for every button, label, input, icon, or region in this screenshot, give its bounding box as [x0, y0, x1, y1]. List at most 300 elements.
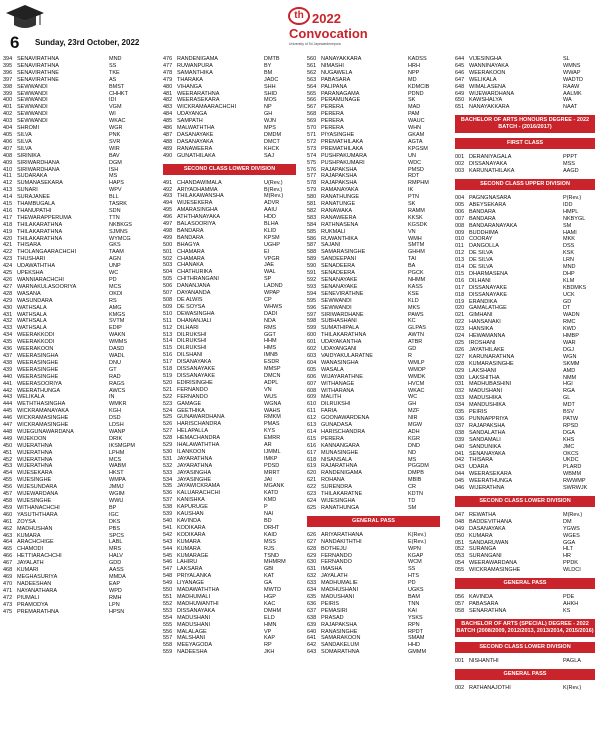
graduate-number: 501: [163, 248, 173, 255]
graduate-initials: MHMRM: [264, 559, 286, 566]
graduate-row: [455, 305, 595, 312]
graduate-row: [163, 276, 296, 283]
graduate-row: [307, 325, 440, 332]
graduate-surname: WICKRAMASINGHE: [17, 422, 69, 429]
graduate-row: [455, 104, 595, 111]
graduate-number: 018: [455, 291, 465, 298]
graduate-row: [3, 63, 143, 70]
section-heading: SECOND CLASS LOWER DIVISION: [455, 642, 595, 653]
degree-heading: BACHELOR OF ARTS (SPECIAL) DEGREE - 2022 BATCH (2008/2009, 2012/2013, 2013/2014, 2015/2016): [455, 619, 595, 637]
graduate-surname: RAJAPAKSHA: [469, 422, 505, 429]
graduate-surname: SANDALATHA: [469, 429, 506, 436]
graduate-surname: SEWWANDI: [17, 118, 48, 125]
graduate-initials: NDA: [264, 317, 276, 324]
graduate-surname: UDAYANGA: [177, 111, 208, 118]
graduate-initials: IMKP: [264, 455, 278, 462]
graduate-initials: SVTM: [109, 318, 125, 325]
graduate-row: [3, 298, 143, 305]
graduate-surname: SIRINIKA: [17, 152, 41, 159]
graduate-row: [307, 125, 440, 132]
graduate-number: 572: [307, 138, 317, 145]
graduate-surname: SEWWANDI: [17, 97, 48, 104]
graduate-number: 443: [3, 394, 13, 401]
graduate-row: [163, 84, 296, 91]
graduate-number: 465: [3, 546, 13, 553]
graduate-surname: WIJAYARATHNE: [321, 373, 363, 380]
logo-university: University of Sri Jayewardenepura: [289, 42, 341, 46]
graduate-row: [3, 519, 143, 526]
graduate-number: 633: [307, 580, 317, 587]
graduate-surname: WIJERATHNA: [17, 442, 53, 449]
graduate-surname: SENADEERA: [321, 270, 355, 277]
graduate-row: [307, 77, 440, 84]
graduate-number: 558: [163, 642, 173, 649]
graduate-row: [307, 104, 440, 111]
graduate-row: [163, 262, 296, 269]
graduate-surname: PALIPANA: [321, 83, 348, 90]
graduate-number: 551: [163, 593, 173, 600]
graduate-number: 635: [307, 593, 317, 600]
graduate-row: [307, 180, 440, 187]
graduate-row: [3, 381, 143, 388]
logo-th: th: [288, 7, 310, 25]
graduate-number: 588: [307, 249, 317, 256]
graduate-surname: WETHTHASINGHA: [17, 401, 66, 408]
graduate-surname: RANAWEERA: [177, 145, 213, 152]
graduate-row: [3, 70, 143, 77]
graduate-initials: KPGSM: [408, 145, 428, 152]
graduate-number: 457: [3, 491, 13, 498]
graduate-surname: KAVINDA: [469, 594, 493, 601]
graduate-surname: CHAMODI: [17, 546, 43, 553]
graduate-initials: DMPB: [408, 470, 424, 477]
graduate-initials: WMMS: [109, 339, 128, 346]
graduate-row: [163, 518, 296, 525]
graduate-initials: PDE: [563, 594, 575, 601]
graduate-initials: HHD: [408, 642, 420, 649]
graduate-row: [3, 242, 143, 249]
graduate-initials: P(Rev.): [563, 194, 582, 201]
graduate-surname: PEMASIRI: [321, 607, 348, 614]
graduate-row: [163, 408, 296, 415]
graduate-surname: PERERA: [321, 104, 344, 111]
graduate-number: 473: [3, 601, 13, 608]
graduate-surname: NAYANATHARA: [17, 587, 58, 594]
graduate-initials: GKS: [109, 242, 121, 249]
graduate-surname: WICKRAMASINGHE: [469, 567, 521, 574]
graduate-initials: KGSDK: [408, 221, 428, 228]
graduate-number: 550: [163, 587, 173, 594]
graduate-surname: SUDARAKA: [17, 173, 48, 180]
graduate-initials: DSD: [109, 415, 121, 422]
graduate-surname: CHANAKA: [177, 262, 204, 269]
graduate-number: 462: [3, 525, 13, 532]
graduate-initials: CR: [408, 484, 416, 491]
graduate-row: [3, 609, 143, 616]
graduate-initials: MCS: [109, 456, 122, 463]
graduate-row: [455, 271, 595, 278]
graduate-surname: DILRUKSHI: [321, 401, 351, 408]
graduate-surname: UPEKSHA: [17, 270, 44, 277]
graduate-row: [307, 477, 440, 484]
graduate-initials: ADPL: [264, 379, 279, 386]
graduate-surname: WATHSALA: [17, 325, 47, 332]
graduate-row: [3, 56, 143, 63]
section-heading: GENERAL PASS: [455, 578, 595, 589]
graduate-number: 516: [163, 352, 173, 359]
graduate-row: [307, 539, 440, 546]
graduate-row: [3, 505, 143, 512]
graduate-number: 450: [3, 442, 13, 449]
graduate-number: 035: [455, 409, 465, 416]
graduate-row: [3, 394, 143, 401]
graduate-number: 570: [307, 125, 317, 132]
graduate-surname: DERANIYAGALA: [469, 154, 512, 161]
graduate-surname: JAYATHILAKE: [469, 346, 505, 353]
graduate-surname: WIJERATHNA: [17, 456, 53, 463]
graduate-surname: PRAMODYA: [17, 601, 49, 608]
graduate-number: 503: [163, 262, 173, 269]
graduate-initials: RMS: [264, 324, 277, 331]
graduate-number: 603: [307, 352, 317, 359]
graduate-number: 028: [455, 360, 465, 367]
column-2: [163, 56, 296, 656]
graduate-row: [455, 236, 595, 243]
graduate-number: 426: [3, 277, 13, 283]
graduate-number: 023: [455, 326, 465, 333]
graduate-number: 418: [3, 221, 13, 228]
graduate-row: [3, 263, 143, 270]
graduate-number: 006: [455, 208, 465, 215]
graduate-surname: HARISCHANDRA: [177, 421, 222, 428]
graduate-row: [307, 318, 440, 325]
graduate-initials: HPSN: [109, 608, 125, 615]
graduate-row: [163, 338, 296, 345]
graduate-initials: PMAS: [264, 421, 280, 428]
graduate-row: [455, 312, 595, 319]
graduate-surname: SENEVIRATHNE: [321, 290, 364, 297]
graduate-surname: JAYALATH: [17, 560, 44, 567]
graduate-surname: WASALA: [321, 366, 344, 373]
graduate-initials: NMM: [563, 374, 577, 381]
graduate-surname: BANDARANAYAKA: [469, 222, 518, 229]
graduate-surname: SHROMI: [17, 125, 39, 132]
graduate-row: [3, 236, 143, 243]
graduate-row: [307, 298, 440, 305]
graduate-row: [163, 642, 296, 649]
graduate-surname: DASANAYAKA: [177, 138, 214, 145]
graduate-row: [163, 63, 296, 70]
graduate-number: 435: [3, 339, 13, 346]
graduate-initials: SDN: [109, 207, 121, 214]
graduate-number: 446: [3, 415, 13, 422]
graduate-initials: MKS: [408, 304, 420, 311]
graduate-row: [455, 202, 595, 209]
graduate-number: 613: [307, 422, 317, 429]
graduate-initials: KBDMKS: [563, 284, 587, 291]
graduate-surname: RANDENIGAMA: [321, 470, 362, 477]
graduate-number: 631: [307, 566, 317, 573]
graduate-row: [3, 312, 143, 319]
graduate-initials: PD: [408, 580, 416, 587]
graduate-surname: WITHANAGE: [321, 380, 355, 387]
graduate-row: [3, 353, 143, 360]
graduate-number: 599: [307, 325, 317, 332]
graduate-initials: HGI: [563, 381, 573, 388]
graduate-initials: WGES: [563, 532, 580, 539]
graduate-initials: KHS: [563, 436, 575, 443]
graduate-number: 568: [307, 111, 317, 118]
graduate-initials: WYMCG: [109, 235, 131, 242]
graduate-initials: MGANK: [264, 483, 285, 490]
graduate-surname: DILSHANI: [177, 352, 203, 359]
graduate-surname: VAIDYAKULARATNE: [321, 352, 373, 359]
graduate-surname: SILVA: [17, 145, 32, 152]
graduate-initials: TTN: [109, 214, 120, 221]
graduate-number: 542: [163, 531, 173, 538]
graduate-row: [307, 63, 440, 70]
graduate-number: 593: [307, 283, 317, 290]
graduate-surname: MADHUMALIE: [321, 580, 358, 587]
graduate-number: 482: [163, 97, 173, 104]
graduate-row: [3, 305, 143, 312]
graduate-initials: RPSD: [563, 422, 579, 429]
graduate-initials: AR: [264, 442, 272, 449]
graduate-initials: UN: [408, 152, 416, 159]
graduate-number: 048: [455, 518, 465, 525]
graduate-initials: NHMM: [408, 277, 426, 283]
graduate-surname: FARIA: [321, 408, 337, 415]
graduate-number: 413: [3, 187, 13, 194]
graduate-surname: KAUSHAN: [177, 511, 204, 518]
graduate-number: 404: [3, 125, 13, 132]
graduate-number: 604: [307, 359, 317, 366]
graduate-number: 401: [3, 104, 13, 111]
graduate-row: [307, 422, 440, 429]
graduate-surname: WEERAKOON: [469, 69, 506, 76]
graduate-initials: WUS: [264, 393, 277, 400]
graduate-initials: WGN: [563, 353, 577, 360]
graduate-row: [3, 77, 143, 84]
section-heading: SECOND CLASS LOWER DIVISION: [455, 496, 595, 507]
graduate-row: [163, 629, 296, 636]
graduate-number: 452: [3, 456, 13, 463]
graduate-surname: KANISHKA: [177, 497, 205, 504]
graduate-number: 037: [455, 422, 465, 429]
graduate-row: [3, 415, 143, 422]
graduate-row: [455, 388, 595, 395]
graduate-row: [307, 415, 440, 422]
graduate-row: [307, 249, 440, 256]
graduate-surname: SENAVIRATHNE: [17, 69, 59, 76]
graduate-initials: DHP: [563, 270, 575, 277]
graduate-row: [3, 180, 143, 187]
graduate-surname: PABASARA: [469, 601, 499, 607]
graduate-initials: HHM: [264, 338, 277, 345]
graduate-row: [307, 642, 440, 649]
graduate-initials: PAM: [408, 111, 420, 118]
graduate-surname: ARACHCHIGE: [17, 539, 54, 546]
graduate-row: [455, 451, 595, 458]
graduate-surname: ROHANA: [321, 477, 345, 484]
graduate-number: 032: [455, 388, 465, 395]
graduate-number: 430: [3, 304, 13, 311]
graduate-surname: REWATHA: [469, 511, 496, 518]
graduate-surname: MALALAGE: [177, 628, 207, 635]
graduate-row: [3, 477, 143, 484]
graduate-number: 602: [307, 346, 317, 353]
graduate-surname: UDAYANGANI: [321, 346, 357, 353]
graduate-initials: SKMM: [563, 360, 580, 367]
graduate-surname: RAJAPAKSHA: [321, 180, 357, 187]
graduate-surname: SEWWANDI: [321, 304, 352, 311]
graduate-surname: MADHUMALI: [177, 593, 211, 600]
graduate-initials: MND: [109, 56, 122, 62]
graduate-initials: PGCK: [408, 270, 424, 277]
graduate-number: 017: [455, 284, 465, 291]
graduate-row: [3, 484, 143, 491]
graduate-surname: SENAVIRATHNE: [17, 76, 59, 83]
graduate-initials: PBS: [109, 525, 121, 532]
graduate-row: [455, 168, 595, 175]
graduate-initials: HRH: [408, 62, 420, 69]
graduate-initials: SAJ: [264, 152, 275, 159]
graduate-row: [455, 437, 595, 444]
graduate-initials: WAHS: [264, 407, 281, 414]
graduate-number: 493: [163, 193, 173, 200]
graduate-surname: RANATUNGE: [321, 201, 356, 208]
graduate-initials: DMTB: [264, 56, 280, 62]
graduate-surname: WEERATHUNGA: [17, 387, 60, 394]
graduate-surname: WEERAKOON: [17, 346, 54, 353]
graduate-row: [163, 70, 296, 77]
graduate-row: [163, 200, 296, 207]
graduate-initials: SP: [264, 276, 272, 283]
graduate-initials: U(Rev.): [264, 179, 283, 186]
graduate-number: 440: [3, 373, 13, 380]
graduate-initials: HLT: [563, 546, 573, 553]
graduate-initials: VP: [264, 628, 272, 635]
graduate-row: [3, 291, 143, 298]
graduate-surname: MALITH: [321, 394, 342, 401]
graduate-row: [163, 345, 296, 352]
graduate-initials: HVCM: [408, 380, 425, 387]
graduate-row: [163, 283, 296, 290]
graduate-row: [307, 573, 440, 580]
graduate-number: 491: [163, 179, 173, 186]
graduate-surname: MEEYAGODA: [177, 642, 213, 649]
graduate-surname: DEWASINGHA: [177, 310, 215, 317]
graduate-number: 583: [307, 214, 317, 221]
graduate-surname: WEERATHUNGA: [469, 478, 512, 485]
graduate-surname: WITHARANA: [321, 387, 354, 394]
section-heading: FIRST CLASS: [455, 138, 595, 149]
graduate-row: [3, 139, 143, 146]
graduate-surname: WICKRAMAARACHCHI: [177, 104, 236, 111]
graduate-surname: AMARASINGHA: [177, 207, 218, 214]
graduate-initials: VPGR: [264, 255, 280, 262]
graduate-initials: KAT: [264, 573, 275, 580]
graduate-surname: KANNANGARA: [321, 442, 360, 449]
graduate-number: 396: [3, 69, 13, 76]
graduate-number: 614: [307, 428, 317, 435]
graduate-surname: CHAMARA: [177, 248, 205, 255]
graduate-surname: IMASHA: [321, 566, 343, 573]
graduate-number: 019: [455, 298, 465, 305]
graduate-initials: KWD: [563, 326, 576, 333]
graduate-surname: LAKSHANI: [469, 367, 497, 374]
graduate-number: 590: [307, 263, 317, 270]
graduate-row: [455, 560, 595, 567]
graduate-surname: DASANAYAKE: [177, 131, 214, 138]
graduate-initials: AASS: [109, 567, 124, 574]
graduate-number: 424: [3, 263, 13, 270]
graduate-number: 521: [163, 386, 173, 393]
graduate-number: 625: [307, 504, 317, 511]
graduate-surname: SENANAYAKE: [321, 283, 358, 290]
graduate-number: 487: [163, 131, 173, 138]
graduate-number: 409: [3, 159, 13, 166]
graduate-number: 002: [455, 684, 465, 691]
graduate-initials: WGIM: [109, 491, 125, 498]
graduate-number: 038: [455, 429, 465, 436]
graduate-initials: MBIB: [408, 477, 422, 484]
graduate-number: 472: [3, 594, 13, 601]
graduate-surname: DILHARI: [177, 324, 199, 331]
graduate-row: [163, 139, 296, 146]
graduate-surname: NIMASHI: [321, 62, 344, 69]
graduate-initials: K(Rev.): [408, 531, 427, 538]
graduate-row: [163, 290, 296, 297]
graduate-number: 408: [3, 152, 13, 159]
graduate-initials: WADTD: [563, 76, 583, 83]
degree-heading: BACHELOR OF ARTS HONOURS DEGREE - 2022 BATCH - (2016/2017): [455, 115, 595, 133]
graduate-row: [307, 381, 440, 388]
graduate-initials: WMNS: [563, 62, 581, 69]
graduate-initials: ATBR: [408, 339, 423, 346]
graduate-row: [3, 125, 143, 132]
graduate-number: 398: [3, 83, 13, 90]
graduate-initials: LPHM: [109, 449, 125, 456]
graduate-number: 559: [163, 649, 173, 656]
graduate-row: [163, 421, 296, 428]
graduate-row: [3, 132, 143, 139]
graduate-number: 592: [307, 277, 317, 283]
graduate-surname: UDARA: [469, 464, 489, 471]
graduate-number: 567: [307, 104, 317, 111]
graduate-initials: WPAP: [264, 290, 280, 297]
graduate-number: 036: [455, 415, 465, 422]
graduate-surname: SUMATHIPALA: [321, 325, 359, 332]
graduate-row: [307, 139, 440, 146]
graduate-initials: BAV: [109, 152, 120, 159]
graduate-row: [163, 187, 296, 194]
graduate-initials: TD: [408, 498, 416, 504]
graduate-number: 394: [3, 56, 13, 62]
graduate-surname: RUWANTHIKA: [321, 235, 358, 242]
graduate-initials: NIR: [408, 415, 418, 422]
graduate-surname: WIJESINGHE: [17, 498, 52, 504]
graduate-row: [307, 118, 440, 125]
graduate-row: [455, 56, 595, 63]
graduate-initials: WABM: [109, 463, 126, 470]
graduate-number: 580: [307, 194, 317, 201]
graduate-row: [3, 602, 143, 609]
graduate-row: [163, 235, 296, 242]
graduate-initials: IJMML: [264, 448, 281, 455]
graduate-initials: WKAC: [109, 118, 126, 125]
graduate-surname: DE ALWIS: [177, 297, 203, 303]
